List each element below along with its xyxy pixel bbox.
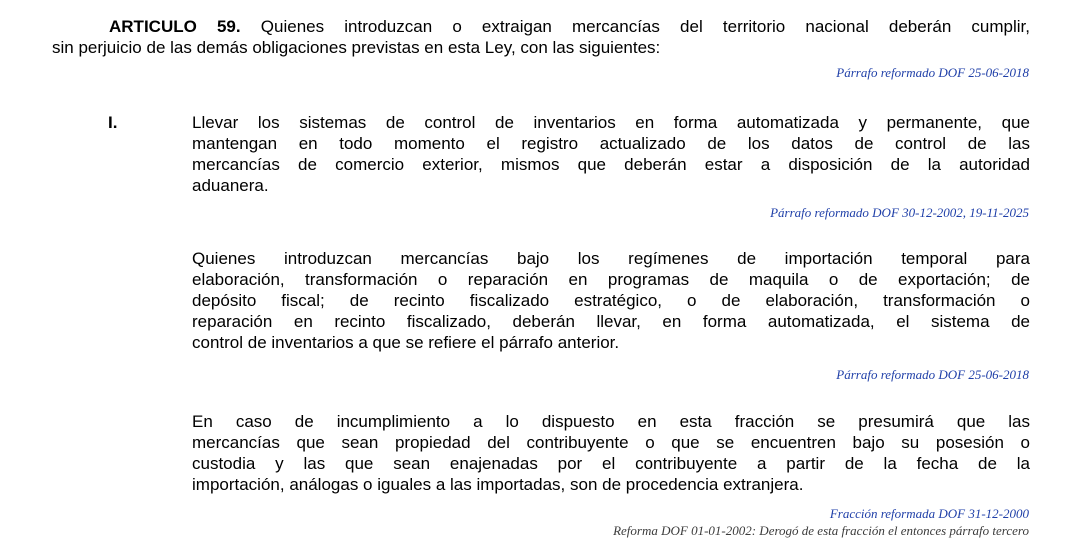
reform-note-article: Párrafo reformado DOF 25-06-2018 bbox=[836, 65, 1029, 80]
paragraph-line: En caso de incumplimiento a lo dispuesto en esta fracción se presumirá que las bbox=[192, 412, 1030, 431]
paragraph-line: custodia y las que sean enajenadas por el contribuyente a partir de la fecha de la bbox=[192, 454, 1030, 473]
fraction-paragraph-2 bbox=[192, 248, 1030, 353]
article-heading: ARTICULO 59. bbox=[109, 17, 241, 36]
paragraph-line: control de inventarios a que se refiere el párrafo anterior. bbox=[192, 333, 620, 352]
paragraph-line: importación, análogas o iguales a las importadas, son de procedencia extranjera. bbox=[192, 475, 804, 494]
reform-note-fraction: Fracción reformada DOF 31-12-2000 bbox=[829, 506, 1029, 521]
article-intro bbox=[52, 16, 1030, 58]
fraction-paragraph-1 bbox=[192, 112, 1030, 196]
paragraph-line: Quienes introduzcan mercancías bajo los regímenes de importación temporal para bbox=[192, 249, 1030, 268]
reform-note-paragraph-1: Párrafo reformado DOF 30-12-2002, 19-11-2025 bbox=[770, 205, 1029, 220]
paragraph-line: mercancías que sean propiedad del contribuyente o que se encuentren bajo su posesión o bbox=[192, 433, 1030, 452]
fraction-paragraph-3 bbox=[192, 411, 1030, 495]
paragraph-line: mantengan en todo momento el registro actualizado de los datos de control de las bbox=[192, 134, 1030, 153]
paragraph-line: aduanera. bbox=[192, 176, 269, 195]
reform-note-paragraph-2: Párrafo reformado DOF 25-06-2018 bbox=[836, 367, 1029, 382]
paragraph-line: depósito fiscal; de recinto fiscalizado estratégico, o de elaboración, transformación o bbox=[192, 291, 1030, 310]
paragraph-line: elaboración, transformación o reparación en programas de maquila o de exportación; de bbox=[192, 270, 1030, 289]
reform-note-derogation: Reforma DOF 01-01-2002: Derogó de esta fracción el entonces párrafo tercero bbox=[613, 523, 1029, 538]
article-intro-line-2: sin perjuicio de las demás obligaciones previstas en esta Ley, con las siguientes: bbox=[52, 38, 661, 57]
article-intro-line-1: ARTICULO 59. Quienes introduzcan o extraigan mercancías del territorio nacional deberán cumplir, bbox=[109, 17, 1030, 36]
fraction-numeral: I. bbox=[108, 113, 118, 132]
paragraph-line: mercancías de comercio exterior, mismos que deberán estar a disposición de la autoridad bbox=[192, 155, 1030, 174]
paragraph-line: reparación en recinto fiscalizado, deberán llevar, en forma automatizada, el sistema de bbox=[192, 312, 1030, 331]
paragraph-line: Llevar los sistemas de control de inventarios en forma automatizada y permanente, que bbox=[192, 113, 1030, 132]
